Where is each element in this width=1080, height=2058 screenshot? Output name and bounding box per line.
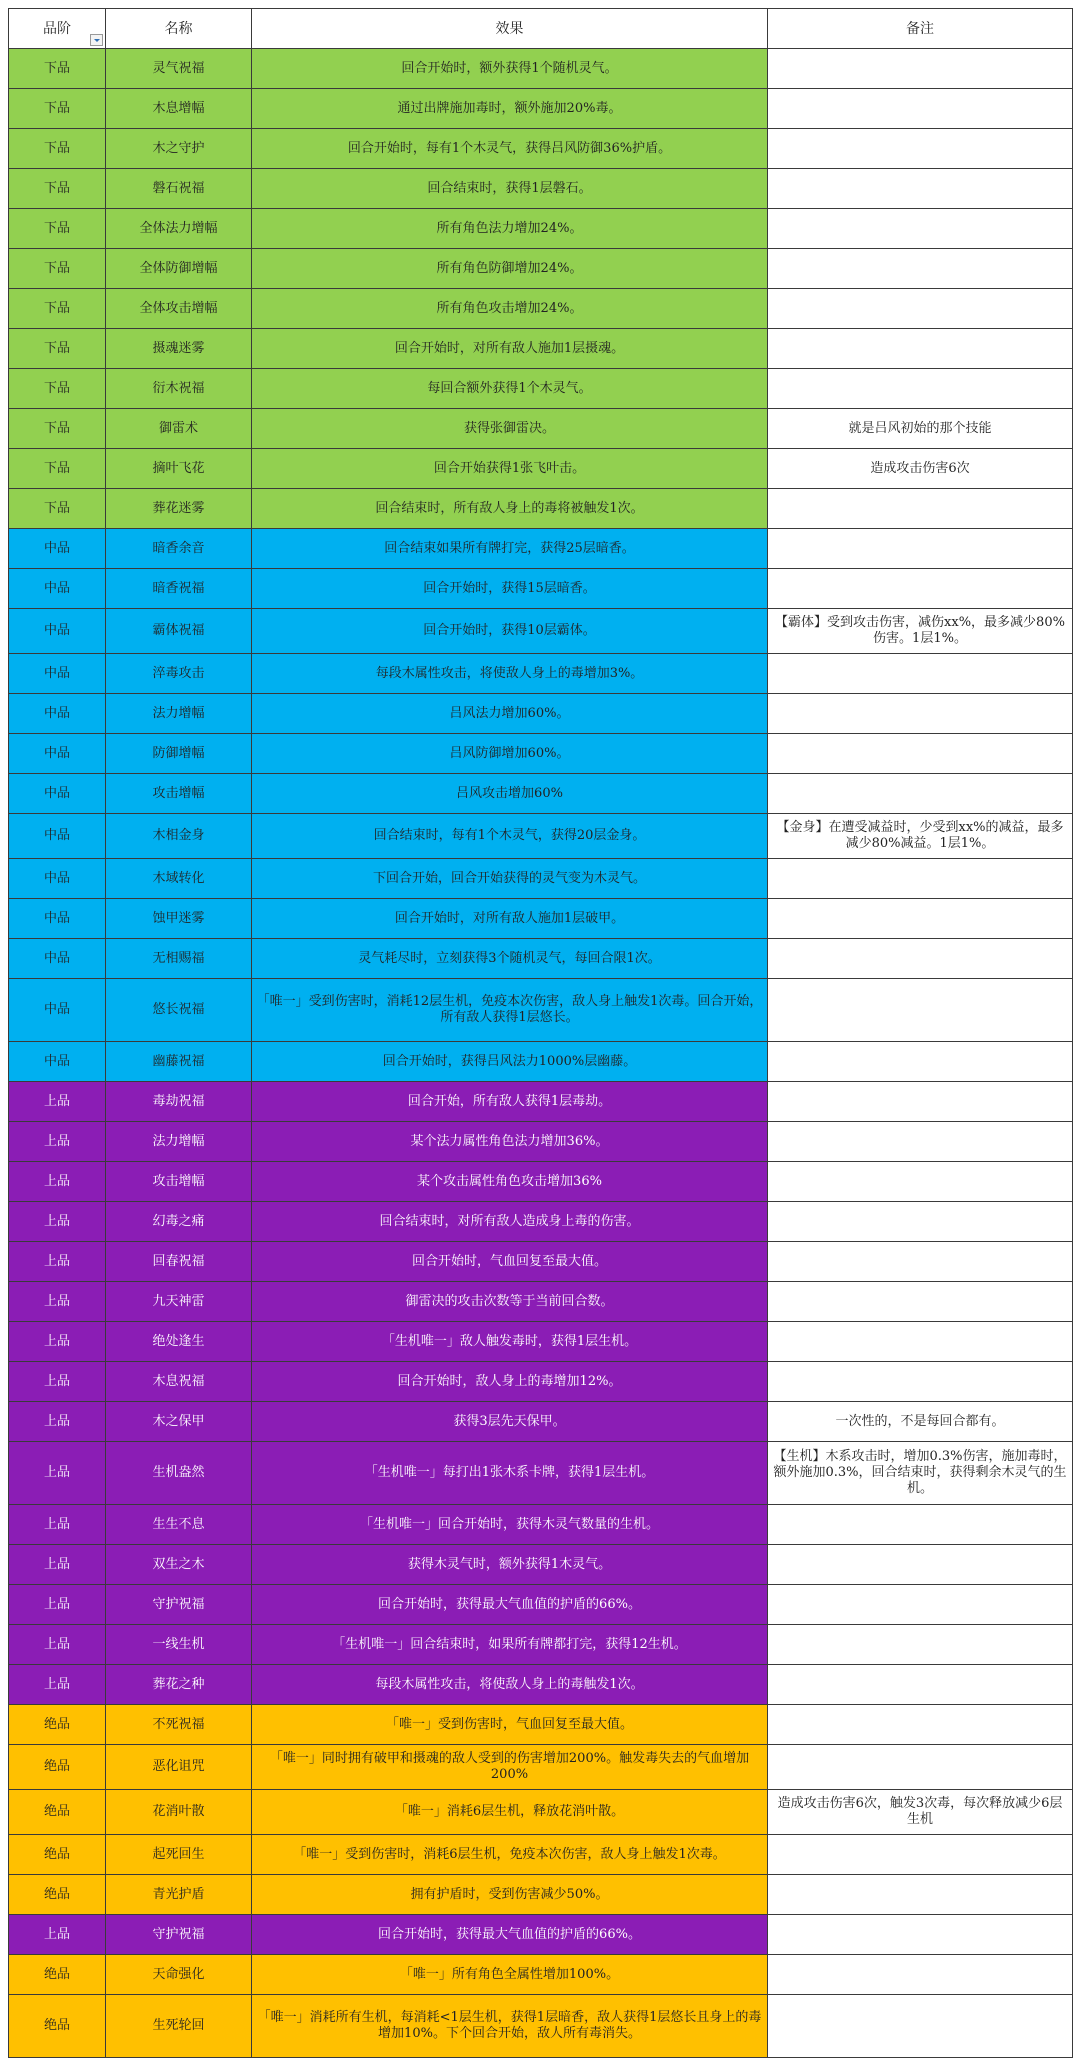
cell-grade[interactable]: 绝品 (9, 1955, 106, 1995)
cell-grade[interactable]: 绝品 (9, 1745, 106, 1790)
blessings-table (8, 8, 1073, 2058)
cell-grade[interactable]: 中品 (9, 609, 106, 654)
cell-effect[interactable]: 吕风法力增加60%。 (252, 694, 768, 734)
cell-grade[interactable]: 中品 (9, 859, 106, 899)
header-name: 名称 (106, 9, 252, 49)
cell-name[interactable]: 毒劫祝福 (106, 1082, 252, 1122)
cell-name[interactable]: 磐石祝福 (106, 169, 252, 209)
cell-note[interactable] (768, 1915, 1073, 1955)
cell-effect[interactable]: 回合开始时，额外获得1个随机灵气。 (252, 49, 768, 89)
cell-name[interactable]: 防御增幅 (106, 734, 252, 774)
cell-note[interactable]: 【生机】木系攻击时，增加0.3%伤害，施加毒时，额外施加0.3%，回合结束时，获得剩余木灵气的生机。 (768, 1442, 1073, 1505)
cell-note[interactable] (768, 694, 1073, 734)
spreadsheet (8, 8, 1073, 2058)
cell-name[interactable]: 法力增幅 (106, 694, 252, 734)
cell-grade[interactable]: 下品 (9, 49, 106, 89)
cell-note[interactable] (768, 1745, 1073, 1790)
cell-grade[interactable]: 绝品 (9, 1705, 106, 1745)
table-row (9, 449, 1073, 489)
cell-note[interactable] (768, 569, 1073, 609)
cell-grade[interactable]: 下品 (9, 249, 106, 289)
cell-effect[interactable]: 「唯一」所有角色全属性增加100%。 (252, 1955, 768, 1995)
cell-effect[interactable]: 回合开始获得1张飞叶击。 (252, 449, 768, 489)
cell-grade[interactable]: 上品 (9, 1122, 106, 1162)
cell-effect[interactable]: 「生机唯一」回合结束时，如果所有牌都打完，获得12生机。 (252, 1625, 768, 1665)
cell-grade[interactable]: 中品 (9, 979, 106, 1042)
cell-note[interactable] (768, 859, 1073, 899)
cell-effect[interactable]: 回合结束时，获得1层磐石。 (252, 169, 768, 209)
cell-effect[interactable]: 「唯一」受到伤害时，气血回复至最大值。 (252, 1705, 768, 1745)
cell-effect[interactable]: 回合结束如果所有牌打完，获得25层暗香。 (252, 529, 768, 569)
cell-note[interactable] (768, 1122, 1073, 1162)
cell-effect[interactable]: 每回合额外获得1个木灵气。 (252, 369, 768, 409)
cell-name[interactable]: 起死回生 (106, 1835, 252, 1875)
header-grade-label: 品阶 (43, 20, 71, 37)
table-row (9, 1665, 1073, 1705)
cell-name[interactable]: 木之守护 (106, 129, 252, 169)
cell-note[interactable] (768, 1545, 1073, 1585)
cell-name[interactable]: 蚀甲迷雾 (106, 899, 252, 939)
cell-effect[interactable]: 御雷决的攻击次数等于当前回合数。 (252, 1282, 768, 1322)
cell-effect[interactable]: 「生机唯一」敌人触发毒时，获得1层生机。 (252, 1322, 768, 1362)
cell-effect[interactable]: 「唯一」同时拥有破甲和摄魂的敌人受到的伤害增加200%。触发毒失去的气血增加200% (252, 1745, 768, 1790)
table-row (9, 1162, 1073, 1202)
cell-note[interactable] (768, 1875, 1073, 1915)
cell-grade[interactable]: 上品 (9, 1322, 106, 1362)
cell-note[interactable] (768, 1505, 1073, 1545)
cell-grade[interactable]: 上品 (9, 1402, 106, 1442)
cell-effect[interactable]: 下回合开始，回合开始获得的灵气变为木灵气。 (252, 859, 768, 899)
cell-name[interactable]: 花消叶散 (106, 1790, 252, 1835)
cell-name[interactable]: 全体防御增幅 (106, 249, 252, 289)
table-row (9, 1790, 1073, 1835)
cell-name[interactable]: 葬花迷雾 (106, 489, 252, 529)
table-row (9, 1545, 1073, 1585)
table-row (9, 1282, 1073, 1322)
cell-grade[interactable]: 上品 (9, 1545, 106, 1585)
table-row (9, 1625, 1073, 1665)
cell-effect[interactable]: 某个攻击属性角色攻击增加36% (252, 1162, 768, 1202)
cell-note[interactable] (768, 654, 1073, 694)
cell-note[interactable] (768, 129, 1073, 169)
table-row (9, 1242, 1073, 1282)
cell-grade[interactable]: 上品 (9, 1082, 106, 1122)
cell-grade[interactable]: 下品 (9, 489, 106, 529)
table-row (9, 129, 1073, 169)
cell-grade[interactable]: 绝品 (9, 1790, 106, 1835)
cell-note[interactable]: 造成攻击伤害6次，触发3次毒，每次释放减少6层生机 (768, 1790, 1073, 1835)
table-row (9, 1585, 1073, 1625)
cell-grade[interactable]: 中品 (9, 939, 106, 979)
cell-effect[interactable]: 回合开始时，获得最大气血值的护盾的66%。 (252, 1915, 768, 1955)
table-row (9, 329, 1073, 369)
cell-grade[interactable]: 下品 (9, 289, 106, 329)
cell-note[interactable] (768, 1042, 1073, 1082)
cell-name[interactable]: 摄魂迷雾 (106, 329, 252, 369)
table-row (9, 859, 1073, 899)
cell-effect[interactable]: 获得木灵气时，额外获得1木灵气。 (252, 1545, 768, 1585)
cell-name[interactable]: 全体法力增幅 (106, 209, 252, 249)
cell-note[interactable] (768, 1665, 1073, 1705)
cell-name[interactable]: 摘叶飞花 (106, 449, 252, 489)
cell-name[interactable]: 木域转化 (106, 859, 252, 899)
header-effect: 效果 (252, 9, 768, 49)
table-row (9, 774, 1073, 814)
table-row (9, 529, 1073, 569)
cell-name[interactable]: 九天神雷 (106, 1282, 252, 1322)
cell-name[interactable]: 回春祝福 (106, 1242, 252, 1282)
table-row (9, 1442, 1073, 1505)
cell-grade[interactable]: 下品 (9, 169, 106, 209)
table-body (9, 49, 1073, 2058)
header-grade (9, 9, 106, 49)
cell-name[interactable]: 法力增幅 (106, 1122, 252, 1162)
cell-grade[interactable]: 绝品 (9, 1875, 106, 1915)
cell-name[interactable]: 木相金身 (106, 814, 252, 859)
cell-note[interactable] (768, 489, 1073, 529)
cell-note[interactable] (768, 529, 1073, 569)
cell-note[interactable] (768, 1955, 1073, 1995)
cell-name[interactable]: 木息祝福 (106, 1362, 252, 1402)
cell-note[interactable] (768, 939, 1073, 979)
header-row (9, 9, 1073, 49)
table-row (9, 1322, 1073, 1362)
table-row (9, 814, 1073, 859)
cell-note[interactable]: 【霸体】受到攻击伤害，减伤xx%，最多减少80%伤害。1层1%。 (768, 609, 1073, 654)
cell-note[interactable] (768, 1835, 1073, 1875)
cell-grade[interactable]: 下品 (9, 449, 106, 489)
table-row (9, 939, 1073, 979)
table-row (9, 1402, 1073, 1442)
table-row (9, 409, 1073, 449)
cell-effect[interactable]: 「唯一」受到伤害时，消耗12层生机，免疫本次伤害，敌人身上触发1次毒。回合开始，所有敌人获得1层悠长。 (252, 979, 768, 1042)
cell-grade[interactable]: 下品 (9, 369, 106, 409)
cell-effect[interactable]: 所有角色防御增加24%。 (252, 249, 768, 289)
cell-effect[interactable]: 某个法力属性角色法力增加36%。 (252, 1122, 768, 1162)
cell-effect[interactable]: 获得张御雷决。 (252, 409, 768, 449)
cell-grade[interactable]: 下品 (9, 329, 106, 369)
cell-effect[interactable]: 所有角色法力增加24%。 (252, 209, 768, 249)
cell-effect[interactable]: 回合开始时，对所有敌人施加1层摄魂。 (252, 329, 768, 369)
cell-name[interactable]: 绝处逢生 (106, 1322, 252, 1362)
table-row (9, 1875, 1073, 1915)
table-row (9, 289, 1073, 329)
table-row (9, 49, 1073, 89)
cell-note[interactable]: 一次性的，不是每回合都有。 (768, 1402, 1073, 1442)
table-row (9, 979, 1073, 1042)
table-row (9, 1705, 1073, 1745)
cell-note[interactable] (768, 249, 1073, 289)
cell-note[interactable] (768, 89, 1073, 129)
cell-name[interactable]: 葬花之种 (106, 1665, 252, 1705)
cell-name[interactable]: 木息增幅 (106, 89, 252, 129)
cell-grade[interactable]: 上品 (9, 1625, 106, 1665)
cell-effect[interactable]: 「生机唯一」回合开始时，获得木灵气数量的生机。 (252, 1505, 768, 1545)
table-row (9, 209, 1073, 249)
cell-name[interactable]: 生死轮回 (106, 1995, 252, 2058)
cell-grade[interactable]: 绝品 (9, 1835, 106, 1875)
cell-effect[interactable]: 回合开始时，每有1个木灵气，获得吕风防御36%护盾。 (252, 129, 768, 169)
table-row (9, 1505, 1073, 1545)
cell-note[interactable] (768, 1202, 1073, 1242)
cell-name[interactable]: 衍木祝福 (106, 369, 252, 409)
cell-grade[interactable]: 中品 (9, 899, 106, 939)
table-row (9, 169, 1073, 209)
table-row (9, 899, 1073, 939)
cell-grade[interactable]: 绝品 (9, 1995, 106, 2058)
cell-name[interactable]: 攻击增幅 (106, 774, 252, 814)
cell-grade[interactable]: 上品 (9, 1665, 106, 1705)
cell-effect[interactable]: 「唯一」消耗6层生机，释放花消叶散。 (252, 1790, 768, 1835)
cell-note[interactable] (768, 1242, 1073, 1282)
cell-name[interactable]: 无相赐福 (106, 939, 252, 979)
header-note: 备注 (768, 9, 1073, 49)
cell-note[interactable] (768, 1705, 1073, 1745)
cell-name[interactable]: 守护祝福 (106, 1585, 252, 1625)
cell-grade[interactable]: 下品 (9, 409, 106, 449)
cell-grade[interactable]: 中品 (9, 529, 106, 569)
cell-effect[interactable]: 「唯一」受到伤害时，消耗6层生机，免疫本次伤害，敌人身上触发1次毒。 (252, 1835, 768, 1875)
cell-grade[interactable]: 中品 (9, 774, 106, 814)
cell-grade[interactable]: 中品 (9, 654, 106, 694)
table-row (9, 249, 1073, 289)
cell-effect[interactable]: 获得3层先天保甲。 (252, 1402, 768, 1442)
table-row (9, 1082, 1073, 1122)
cell-note[interactable] (768, 329, 1073, 369)
table-row (9, 89, 1073, 129)
cell-effect[interactable]: 吕风攻击增加60% (252, 774, 768, 814)
cell-name[interactable]: 淬毒攻击 (106, 654, 252, 694)
cell-note[interactable] (768, 1322, 1073, 1362)
cell-effect[interactable]: 回合开始时，获得15层暗香。 (252, 569, 768, 609)
cell-note[interactable] (768, 899, 1073, 939)
cell-note[interactable]: 【金身】在遭受减益时，少受到xx%的减益，最多减少80%减益。1层1%。 (768, 814, 1073, 859)
cell-grade[interactable]: 上品 (9, 1202, 106, 1242)
cell-grade[interactable]: 中品 (9, 734, 106, 774)
cell-effect[interactable]: 回合开始时，获得吕风法力1000%层幽藤。 (252, 1042, 768, 1082)
cell-note[interactable] (768, 774, 1073, 814)
cell-name[interactable]: 天命强化 (106, 1955, 252, 1995)
table-row (9, 569, 1073, 609)
table-row (9, 1915, 1073, 1955)
cell-name[interactable]: 生机盎然 (106, 1442, 252, 1505)
cell-grade[interactable]: 上品 (9, 1505, 106, 1545)
cell-effect[interactable]: 回合结束时，所有敌人身上的毒将被触发1次。 (252, 489, 768, 529)
table-row (9, 694, 1073, 734)
table-row (9, 1955, 1073, 1995)
cell-note[interactable] (768, 1082, 1073, 1122)
cell-note[interactable] (768, 979, 1073, 1042)
table-row (9, 489, 1073, 529)
cell-name[interactable]: 灵气祝福 (106, 49, 252, 89)
cell-name[interactable]: 暗香祝福 (106, 569, 252, 609)
table-row (9, 1122, 1073, 1162)
cell-grade[interactable]: 上品 (9, 1162, 106, 1202)
table-row (9, 1202, 1073, 1242)
table-row (9, 369, 1073, 409)
cell-note[interactable] (768, 369, 1073, 409)
cell-effect[interactable]: 回合开始时，气血回复至最大值。 (252, 1242, 768, 1282)
cell-grade[interactable]: 上品 (9, 1362, 106, 1402)
cell-note[interactable] (768, 1362, 1073, 1402)
cell-name[interactable]: 全体攻击增幅 (106, 289, 252, 329)
cell-name[interactable]: 悠长祝福 (106, 979, 252, 1042)
table-row (9, 1745, 1073, 1790)
cell-grade[interactable]: 中品 (9, 1042, 106, 1082)
cell-grade[interactable]: 中品 (9, 814, 106, 859)
cell-name[interactable]: 木之保甲 (106, 1402, 252, 1442)
cell-note[interactable] (768, 1162, 1073, 1202)
cell-note[interactable] (768, 1625, 1073, 1665)
cell-note[interactable] (768, 289, 1073, 329)
cell-effect[interactable]: 通过出牌施加毒时，额外施加20%毒。 (252, 89, 768, 129)
table-row (9, 734, 1073, 774)
cell-effect[interactable]: 回合结束时，每有1个木灵气，获得20层金身。 (252, 814, 768, 859)
cell-effect[interactable]: 每段木属性攻击，将使敌人身上的毒触发1次。 (252, 1665, 768, 1705)
cell-grade[interactable]: 下品 (9, 209, 106, 249)
cell-note[interactable] (768, 169, 1073, 209)
cell-effect[interactable]: 所有角色攻击增加24%。 (252, 289, 768, 329)
cell-effect[interactable]: 回合结束时，对所有敌人造成身上毒的伤害。 (252, 1202, 768, 1242)
cell-name[interactable]: 幻毒之痛 (106, 1202, 252, 1242)
cell-note[interactable] (768, 1585, 1073, 1625)
cell-effect[interactable]: 回合开始时，获得10层霸体。 (252, 609, 768, 654)
cell-name[interactable]: 御雷术 (106, 409, 252, 449)
table-row (9, 1835, 1073, 1875)
cell-grade[interactable]: 下品 (9, 129, 106, 169)
cell-grade[interactable]: 上品 (9, 1242, 106, 1282)
cell-name[interactable]: 攻击增幅 (106, 1162, 252, 1202)
cell-name[interactable]: 双生之木 (106, 1545, 252, 1585)
cell-effect[interactable]: 回合开始，所有敌人获得1层毒劫。 (252, 1082, 768, 1122)
cell-effect[interactable]: 「生机唯一」每打出1张木系卡牌，获得1层生机。 (252, 1442, 768, 1505)
table-row (9, 1042, 1073, 1082)
filter-dropdown-icon[interactable] (90, 34, 103, 46)
cell-effect[interactable]: 拥有护盾时，受到伤害减少50%。 (252, 1875, 768, 1915)
cell-grade[interactable]: 上品 (9, 1915, 106, 1955)
cell-name[interactable]: 幽藤祝福 (106, 1042, 252, 1082)
cell-note[interactable]: 造成攻击伤害6次 (768, 449, 1073, 489)
cell-note[interactable]: 就是吕风初始的那个技能 (768, 409, 1073, 449)
cell-note[interactable] (768, 209, 1073, 249)
table-row (9, 1362, 1073, 1402)
cell-grade[interactable]: 上品 (9, 1282, 106, 1322)
table-row (9, 654, 1073, 694)
cell-name[interactable]: 守护祝福 (106, 1915, 252, 1955)
cell-effect[interactable]: 回合开始时，对所有敌人施加1层破甲。 (252, 899, 768, 939)
cell-grade[interactable]: 上品 (9, 1442, 106, 1505)
cell-name[interactable]: 暗香余音 (106, 529, 252, 569)
cell-grade[interactable]: 下品 (9, 89, 106, 129)
cell-name[interactable]: 青光护盾 (106, 1875, 252, 1915)
cell-note[interactable] (768, 734, 1073, 774)
cell-effect[interactable]: 回合开始时，获得最大气血值的护盾的66%。 (252, 1585, 768, 1625)
cell-effect[interactable]: 每段木属性攻击，将使敌人身上的毒增加3%。 (252, 654, 768, 694)
cell-name[interactable]: 霸体祝福 (106, 609, 252, 654)
cell-note[interactable] (768, 1282, 1073, 1322)
cell-name[interactable]: 恶化诅咒 (106, 1745, 252, 1790)
cell-name[interactable]: 一线生机 (106, 1625, 252, 1665)
cell-grade[interactable]: 中品 (9, 569, 106, 609)
cell-name[interactable]: 生生不息 (106, 1505, 252, 1545)
cell-effect[interactable]: 灵气耗尽时，立刻获得3个随机灵气，每回合限1次。 (252, 939, 768, 979)
table-row (9, 609, 1073, 654)
cell-effect[interactable]: 「唯一」消耗所有生机，每消耗<1层生机，获得1层暗香，敌人获得1层悠长且身上的毒增加10%。下个回合开始，敌人所有毒消失。 (252, 1995, 768, 2058)
cell-effect[interactable]: 回合开始时，敌人身上的毒增加12%。 (252, 1362, 768, 1402)
cell-effect[interactable]: 吕风防御增加60%。 (252, 734, 768, 774)
cell-grade[interactable]: 中品 (9, 694, 106, 734)
cell-grade[interactable]: 上品 (9, 1585, 106, 1625)
cell-note[interactable] (768, 49, 1073, 89)
cell-name[interactable]: 不死祝福 (106, 1705, 252, 1745)
